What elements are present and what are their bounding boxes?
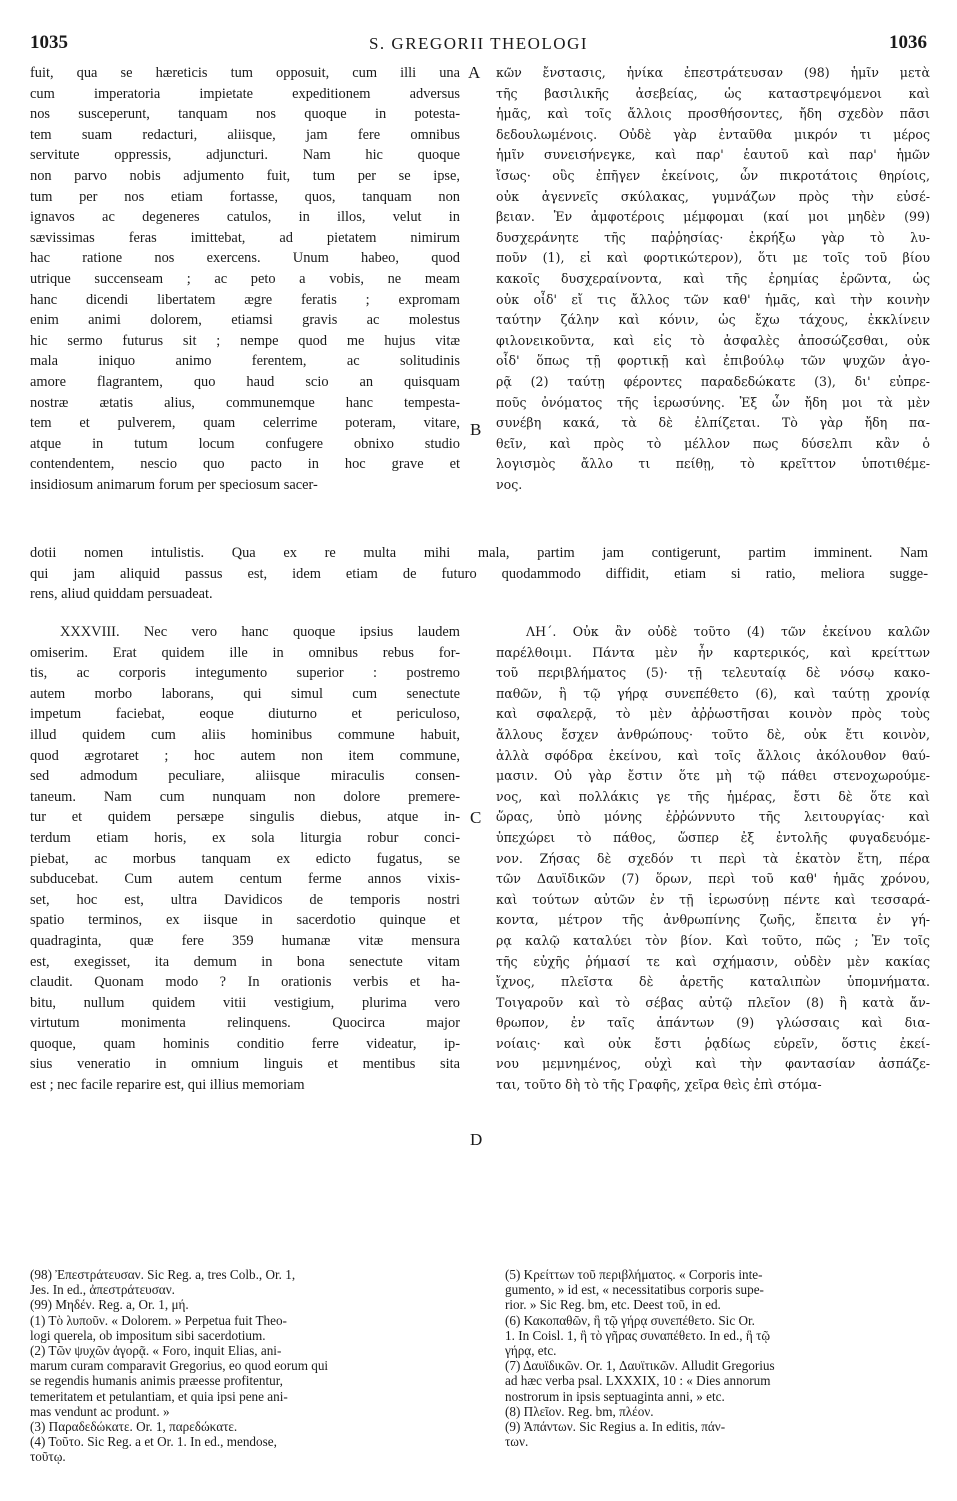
greek-line: ρᾷ (2) ταύτῃ φέροντες παραδεδώκατε (3), δι' εὐπρε-: [496, 373, 930, 389]
latin-line: nostræ ætatis alius, communemque hanc tempesta-: [30, 394, 460, 411]
latin-line: tur et quidem persæpe singulis diebus, atque in-: [30, 809, 460, 826]
latin-line: atque in tutum locum confugere obnixo studio: [30, 435, 460, 452]
greek-line: βειαν. Ἐν ἀμφοτέροις μέμφομαι (καί μοι μηδὲν (99): [496, 209, 930, 225]
latin-line: ignavos ac degeneres catulos, in illos, velut in: [30, 209, 460, 226]
latin-line: cum imperatoria impietate expeditionem adversus: [30, 85, 460, 102]
greek-line: καὶ τούτων αὐτῶν ἐν τῇ ἱερωσύνῃ πέντε καὶ τεσσαρά-: [496, 891, 930, 907]
greek-line: ἀλλὰ σφόδρα ἐκείνου, καὶ τοῖς ἄλλοις ἀκόλουθον θαύ-: [496, 747, 930, 763]
greek-line: φιλονεικοῦντα, καὶ εἰς τὸ ἀσφαλὲς ἀποσώζεσθαι, οὐκ: [496, 332, 930, 348]
latin-line: est ; nec facile reparire est, qui illius memoriam: [30, 1077, 305, 1094]
greek-line: ὑπεχώρει τὸ πάθος, ὥσπερ ἐξ ἐντολῆς φυγαδευόμε-: [496, 829, 930, 845]
footnotes-right: [505, 1267, 929, 1449]
greek-line: ρᾳ καλῷ καταλύει τὸν βίον. Καὶ τοῦτο, πῶς ; Ἐν τοῖς: [496, 932, 930, 948]
page-number-left: 1035: [30, 32, 68, 53]
footnote-line: marum curam comparavit Gregorius, eo quod eorum qui: [30, 1358, 329, 1374]
greek-line: παρέλθοιμι. Πάντα μὲν ἦν καρτερικός, καὶ κρείττων: [496, 644, 930, 660]
latin-line: amore flagrantem, quo haud scio an quisquam: [30, 373, 460, 390]
footnote-line: temeritatem et petulantiam, et quia ipsi pene ani-: [30, 1388, 288, 1404]
footnote-line: γήρᾳ, etc.: [505, 1343, 557, 1359]
latin-line: illud quidem cum aliis hominibus commune habuit,: [30, 726, 460, 743]
greek-line: τῆς βασιλικῆς ἀσεβείας, ὡς καταστρεψόμενοι καὶ: [496, 85, 930, 101]
text-line: dotii nomen intulistis. Qua ex re multa mihi mala, partim jam contigerunt, partim imminent. Nam: [30, 545, 928, 561]
latin-line: servitute oppressis, adjuncturi. Nam hic quoque: [30, 147, 460, 164]
greek-line: νου μεμνημένος, οὐχὶ καὶ τὴν φαντασίαν ἀσπάζε-: [496, 1056, 930, 1072]
greek-line: ἡμᾶς, καὶ τοῖς ἄλλοις προσθήσοντες, ἤδη σχεδὸν πᾶσι: [496, 106, 930, 122]
greek-line: κοντα, μέτρον τῆς ἀνθρωπίνης ζωῆς, ἔπειτα ἐν γή-: [496, 912, 930, 928]
latin-line: est, exegisset, ita demum in bona senectute vitam: [30, 953, 460, 970]
footnote-line: nostrorum in ipsis septuaginta anni, » etc.: [505, 1388, 725, 1404]
latin-line: quod ægrotaret ; hoc autem non item commune,: [30, 747, 460, 764]
section-marker-c: C: [470, 808, 482, 827]
footnote-line: rior. » Sic Reg. bm, etc. Deest τοῦ, in ed.: [505, 1297, 721, 1313]
greek-line: παθῶν, ἣ τῷ γήρᾳ συνεπέθετο (6), καὶ ταύτῃ χρονίᾳ: [496, 685, 930, 701]
footnote-line: (3) Παραδεδώκατε. Or. 1, παρεδώκατε.: [30, 1419, 238, 1435]
latin-line: sed admodum peculiare, aliisque miraculis consen-: [30, 768, 460, 785]
greek-line: δεδουλωμένοις. Οὐδὲ γὰρ ἐνταῦθα μικρόν τι μέρος: [496, 126, 930, 142]
greek-line: μασιν. Οὐ γὰρ ἔστιν ὅτε μὴ τῷ πάθει στενοχωρούμε-: [496, 768, 930, 784]
latin-line: piebat, ac morbus tanquam ex edicto fugatus, se: [30, 850, 460, 867]
latin-line: nos susceperunt, tanquam nos quoque in potesta-: [30, 106, 460, 123]
greek-line: θρωπον, ἐν ταῖς ἁπάντων (9) γλώσσαις καὶ δια-: [496, 1015, 930, 1031]
footnote-line: (4) Τοῦτο. Sic Reg. a et Or. 1. In ed., mendose,: [30, 1434, 277, 1450]
latin-line: fuit, qua se hæreticis tum opposuit, cum illi una: [30, 65, 460, 81]
latin-line: mala iniquo animo ferentem, ac solitudinis: [30, 353, 460, 370]
footnotes-left: [30, 1267, 462, 1465]
latin-line: utrique succenseam ; ac peto a vobis, ne meam: [30, 270, 460, 287]
greek-line: τῶν Δαυϊδικῶν (7) ὅρων, περὶ τοῦ καθ' ἡμᾶς χρόνου,: [496, 871, 930, 887]
greek-column-top: [496, 63, 930, 495]
latin-line: hic sermo futurus sit ; nempe quod me hujus vitæ: [30, 332, 460, 349]
footnote-line: gumento, » id est, « necessitatibus corporis supe-: [505, 1282, 764, 1298]
latin-line: terdum etiam horis, ex sola liturgia robur conci-: [30, 829, 460, 846]
latin-line: sius veneratio in omnium linguis et mentibus sita: [30, 1056, 460, 1073]
latin-line: omiserim. Erat quidem ille in omnibus rebus for-: [30, 644, 460, 661]
text-line: rens, aliud quiddam persuadeat.: [30, 586, 213, 603]
footnote-line: (9) Ἁπάντων. Sic Regius a. In editis, πάν-: [505, 1419, 726, 1435]
latin-line: quoque, quam hominis conditio ferre videatur, ip-: [30, 1035, 460, 1052]
latin-line: quadraginta, quæ fere 359 humanæ vitæ mensura: [30, 932, 460, 949]
greek-line: ταύτην ζάλην καὶ κόνιν, ὡς ἔχω τάχους, ἐκκλίνειν: [496, 312, 930, 328]
footnote-line: (99) Μηδέν. Reg. a, Or. 1, μή.: [30, 1297, 189, 1313]
greek-line: νοίαις· καὶ οὐκ ἔστι ῥᾳδίως εὑρεῖν, ὅστις ἐκεί-: [496, 1035, 930, 1051]
latin-line: virtutum monimenta relinquens. Quocirca major: [30, 1015, 460, 1032]
greek-line: οἶδ' ὅπως τῇ φορτικῇ καὶ ἐπιβούλῳ τῶν ψυχῶν ἀγο-: [496, 353, 930, 369]
footnote-line: των.: [505, 1434, 529, 1450]
latin-line: hac ratione nos exercens. Unum habeo, quod: [30, 250, 460, 267]
footnote-line: 1. In Coisl. 1, ἣ τὸ γῆρας συναπέθετο. In ed., ἣ τῷ: [505, 1327, 771, 1343]
greek-line: θεῖν, καὶ πρὸς τὸ μέλλον πως δύσελπι κἂν ὁ: [496, 435, 930, 451]
footnote-line: (1) Τὸ λυποῦν. « Dolorem. » Perpetua fuit Theo-: [30, 1312, 287, 1328]
footnote-line: logi querela, ob impositum sibi sacerdotium.: [30, 1327, 266, 1343]
greek-line: ὥρας, ὑπὸ μόνης ἐῤῥώννυτο τῆς λειτουργίας· καὶ: [496, 809, 930, 825]
footnote-line: (6) Κακοπαθῶν, ἣ τῷ γήρᾳ συνεπέθετο. Sic Or.: [505, 1312, 755, 1328]
latin-line: taneum. Nam cum nunquam non dolore premere-: [30, 788, 460, 805]
footnote-line: τοῦτῳ.: [30, 1449, 66, 1465]
footnote-line: (8) Πλεῖον. Reg. bm, πλέον.: [505, 1403, 654, 1419]
greek-line: ἴσως· οὓς ἐπῆγεν ἐκείνοις, ὧν πικροτάτοις θηρίοις,: [496, 167, 930, 183]
latin-line: non parvo nobis adjumento fuit, tum per se ipse,: [30, 167, 460, 184]
latin-line: tum per nos etiam fortasse, quos, tanquam non: [30, 188, 460, 205]
latin-line: bitu, nullum quidem vitii vestigium, plurima vero: [30, 994, 460, 1011]
greek-line: λογισμὸς ἄλλο τι πείθῃ, τὸ κρεῖττον ὑποτιθέμε-: [496, 456, 930, 472]
latin-line: sævissimas feras imittebat, ad pietatem nimirum: [30, 229, 460, 246]
footnote-line: (7) Δαυϊδικῶν. Or. 1, Δαυϊτικῶν. Alludit Gregorius: [505, 1358, 775, 1374]
latin-line: tis, ac corporis integumento superior : postremo: [30, 665, 460, 682]
greek-line: καὶ σφαλερᾷ, τὸ μὲν ἀῤῥωστῆσαι κοινὸν πρὸς τοὺς: [496, 706, 930, 722]
greek-line: ποῦς ὀνόματος τῆς ἱερωσύνης. Ἐξ ὧν ἤδη μοι τὰ μὲν: [496, 394, 930, 410]
latin-line: XXXVIII. Nec vero hanc quoque ipsius laudem: [60, 624, 460, 640]
running-title: S. GREGORII THEOLOGI: [368, 34, 589, 53]
latin-line: enim animi dolorem, etiamsi gravis ac molestus: [30, 312, 460, 329]
page-header: [30, 32, 927, 60]
latin-line: tem et pulverem, quam celerrime poteram, vitare,: [30, 415, 460, 432]
section-marker-b: B: [470, 420, 482, 439]
section-marker-d: D: [470, 1130, 483, 1149]
latin-line: hanc dicendi libertatem ægre feratis ; expromam: [30, 291, 460, 308]
latin-column-bottom: [30, 622, 460, 1096]
latin-line: subducebat. Cum autem centum ferme annos vixis-: [30, 871, 460, 888]
latin-line: contendentem, nescio quo pacto in hoc grave et: [30, 456, 460, 473]
footnote-line: Jes. In ed., ἀπεστράτευσαν.: [30, 1282, 175, 1298]
greek-line: ποῦν (1), εἰ καὶ φορτικώτερον), ὅτι με τοῖς τοῦ βίου: [496, 250, 930, 266]
greek-line: κακοῖς δυσχεραίνοντα, καὶ τῆς ἐρημίας ἐρῶντα, ὡς: [496, 270, 930, 286]
footnote-line: (98) Ἐπεστράτευσαν. Sic Reg. a, tres Colb., Or. 1,: [30, 1267, 296, 1282]
footnote-line: (5) Κρείττων τοῦ περιβλήματος. « Corporis inte-: [505, 1267, 763, 1282]
greek-line: ἡμῖν συνεισήνεγκε, καὶ παρ' ἑαυτοῦ καὶ παρ' ἡμῶν: [496, 147, 930, 163]
latin-line: tem suam redacturi, aliisque, jam fere omnibus: [30, 126, 460, 143]
greek-line: οὐκ οἶδ' εἴ τις ἄλλος τῶν καθ' ἡμᾶς, καὶ τὴν κοινὴν: [496, 291, 930, 307]
greek-line: νον. Ζήσας δὲ σχεδόν τι περὶ τὰ ἑκατὸν ἔτη, πέρα: [496, 850, 930, 866]
greek-line: ΛΗ΄. Οὐκ ἂν οὐδὲ τοῦτο (4) τῶν ἐκείνου καλῶν: [526, 624, 930, 639]
section-marker-a: A: [468, 63, 481, 82]
latin-line: insidiosum animarum forum per speciosum sacer-: [30, 476, 318, 493]
greek-line: οὐκ ἀγεννεῖς σκύλακας, γυμνάζων πρὸς τὴν εὐσέ-: [496, 188, 930, 204]
latin-line: claudit. Quonam modo ? In orationis verbis et ha-: [30, 974, 460, 991]
greek-column-bottom: [496, 622, 930, 1096]
greek-line: τοῦ περιβλήματος (5)· τῇ τελευταίᾳ δὲ νόσῳ κακο-: [496, 665, 930, 681]
greek-line: συνέβη κακά, τὰ δὲ ἐλπίζεται. Τὸ γὰρ ἤδη πα-: [496, 415, 930, 431]
greek-line: Τοιγαροῦν καὶ τὸ σέβας αὐτῷ πλεῖον (8) ἢ κατὰ ἄν-: [496, 994, 930, 1010]
latin-line: autem morbo laborans, qui simul cum senectute: [30, 685, 460, 702]
text-line: qui jam aliquid passus est, idem etiam de futuro quodammodo diffidit, etiam si ratio, meliora sugge-: [30, 565, 928, 582]
latin-line: spatio terminos, ex iisque in sacerdotio quinque et: [30, 912, 460, 929]
footnote-line: mas vendunt ac produnt. »: [30, 1403, 170, 1419]
greek-line: νος.: [496, 476, 523, 492]
latin-line: impetum faciebat, eoque diuturno et periculoso,: [30, 706, 460, 723]
greek-line: δυσχεράνητε τῆς παῤῥησίας· ἐκρήξω γὰρ τὸ λυ-: [496, 229, 930, 245]
full-width-text: [30, 543, 928, 605]
latin-column-top: [30, 63, 460, 495]
greek-line: ἄλλους ἔσχεν ἀνθρώπους· τοῦτο δὲ, οὐκ ἔτι κοινὸν,: [496, 726, 930, 742]
footnote-line: ad hæc verba psal. LXXXIX, 10 : « Dies annorum: [505, 1373, 771, 1389]
greek-line: νος, καὶ πολλάκις γε τῆς ἡμέρας, ἔστι δὲ ὅτε καὶ: [496, 788, 930, 804]
latin-line: set, hoc est, ultra Davidicos de temporis nostri: [30, 891, 460, 908]
footnote-line: (2) Τῶν ψυχῶν ἀγορᾷ. « Foro, inquit Elias, ani-: [30, 1343, 282, 1359]
greek-line: κῶν ἔνστασις, ἡνίκα ἐπεστράτευσαν (98) ἡμῖν μετὰ: [496, 65, 930, 80]
greek-line: ται, τοῦτο δὴ τὸ τῆς Γραφῆς, χεῖρα θεὶς ἐπὶ στόμα-: [496, 1077, 822, 1093]
greek-line: τῆς εὐχῆς ῥήμασί τε καὶ σχήμασιν, οὐδὲν μὲν κακίας: [496, 953, 930, 969]
greek-line: ἴχνος, πλεῖστα δὲ ἀρετῆς καταλιπὼν ὑπομνήματα.: [496, 974, 930, 990]
page-number-right: 1036: [889, 32, 927, 53]
footnote-line: se regendis humanis animis præesse profitentur,: [30, 1373, 283, 1389]
